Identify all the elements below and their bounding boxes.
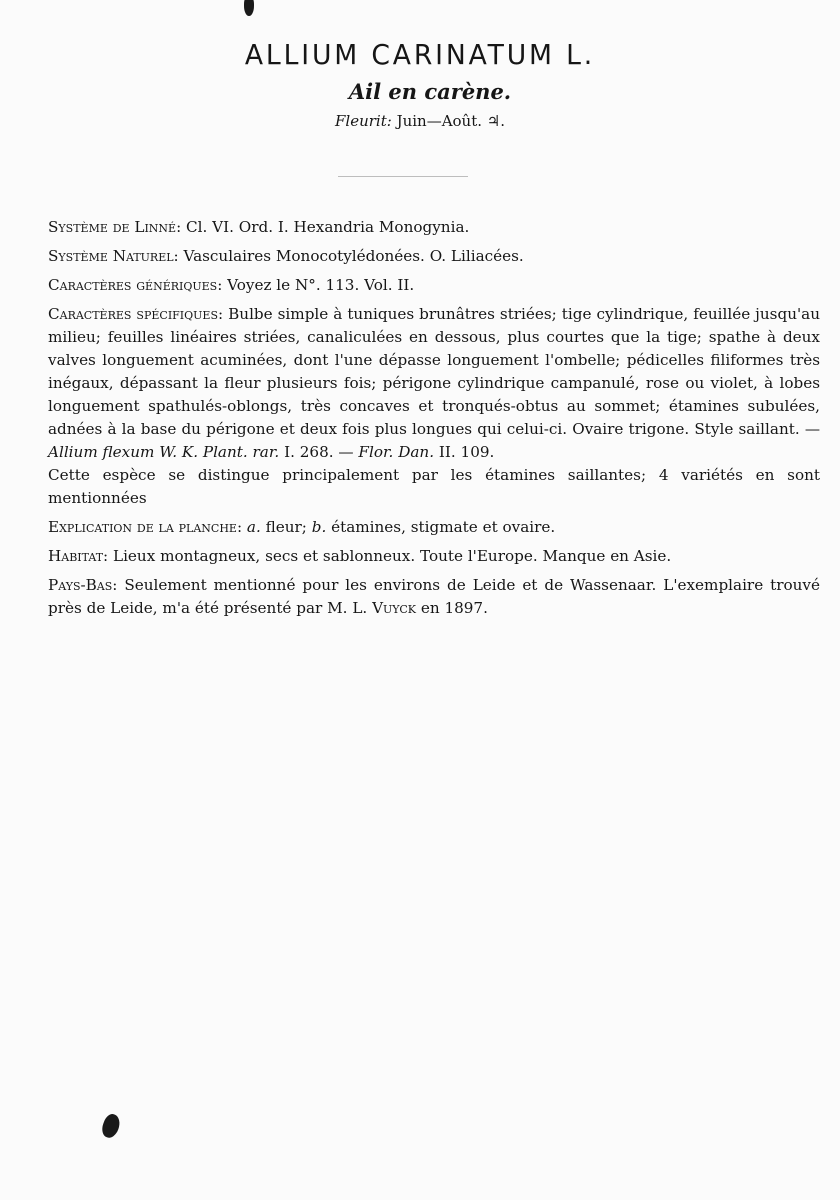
flowering-value: Juin—Août. ♃. <box>396 112 505 130</box>
section-text: Cette espèce se distingue principalement par les étamines saillantes; 4 variétés en sont mentionnées <box>48 466 820 507</box>
ink-speck <box>244 0 254 16</box>
common-name: Ail en carène. <box>348 79 512 104</box>
section-paysbas <box>48 574 820 620</box>
section-label: Pays-Bas: <box>48 576 118 594</box>
reference-title: Allium flexum W. K. Plant. rar. <box>48 443 280 461</box>
section-naturel <box>48 245 820 268</box>
section-generiques <box>48 274 820 297</box>
section-label: Habitat: <box>48 547 109 565</box>
section-label: Caractères spécifiques: <box>48 305 224 323</box>
ink-speck <box>99 1112 122 1140</box>
section-label: Système Naturel: <box>48 247 179 265</box>
section-text: Vasculaires Monocotylédonées. O. Liliacées. <box>183 247 524 265</box>
section-specifiques <box>48 303 820 464</box>
section-text: Bulbe simple à tuniques brunâtres striées; tige cylindrique, feuillée jusqu'au milieu; feuilles linéaires striées, canaliculées en dessous, plus courtes que la tige; spathe à deux valves longuement acuminées, dont l'une dépasse longuement l'ombelle; pédicelles filiformes très inégaux, dépassant la fleur plusieurs fois; périgone cylindrique campanulé, rose ou violet, à lobes longuement spathulés-oblongs, très concaves et tronqués-obtus au sommet; étamines subulées, adnées à la base du périgone et deux fois plus longues qui celui-ci. Ovaire trigone. Style saillant. — <box>48 305 820 438</box>
reference-title: Flor. Dan. <box>358 443 435 461</box>
reference-detail: II. 109. <box>438 443 495 461</box>
section-planche <box>48 516 820 539</box>
section-text: Voyez le N°. 113. Vol. II. <box>227 276 415 294</box>
section-text: Cl. VI. Ord. I. Hexandria Monogynia. <box>186 218 470 236</box>
section-habitat <box>48 545 820 568</box>
section-note <box>48 464 820 510</box>
person-name: Vuyck <box>372 599 417 617</box>
figure-key: a. <box>246 518 261 536</box>
document-body <box>48 216 820 626</box>
section-text: en 1897. <box>420 599 488 617</box>
section-text: Seulement mentionné pour les environs de Leide et de Wassenaar. L'exemplaire trouvé près de Leide, m'a été présenté par M. L. <box>48 576 820 617</box>
section-label: Explication de la planche: <box>48 518 243 536</box>
flowering-line <box>0 112 840 130</box>
section-label: Caractères génériques: <box>48 276 223 294</box>
section-label: Système de Linné: <box>48 218 182 236</box>
page-header <box>0 38 840 130</box>
figure-text: fleur; <box>265 518 307 536</box>
divider <box>338 176 468 177</box>
page-title: ALLIUM CARINATUM L. <box>244 38 596 71</box>
section-linne <box>48 216 820 239</box>
figure-key: b. <box>311 518 327 536</box>
reference-detail: I. 268. — <box>284 443 354 461</box>
section-text: Lieux montagneux, secs et sablonneux. Toute l'Europe. Manque en Asie. <box>112 547 672 565</box>
flowering-label: Fleurit: <box>334 112 392 130</box>
figure-text: étamines, stigmate et ovaire. <box>331 518 556 536</box>
